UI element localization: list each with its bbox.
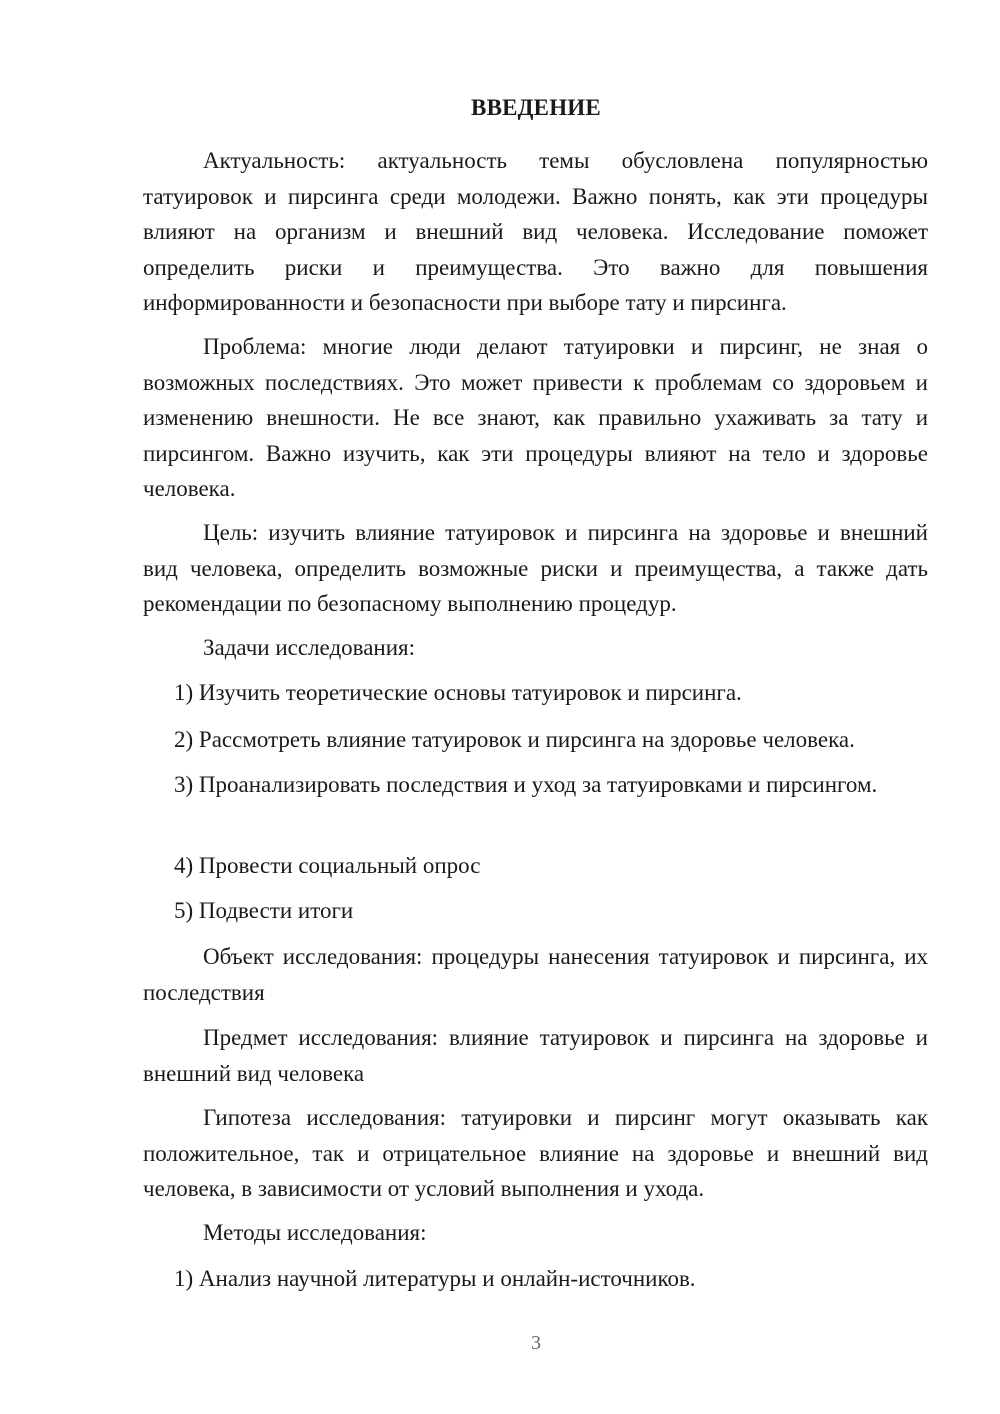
paragraph-hypothesis: Гипотеза исследования: татуировки и пирсинг могут оказывать как положительное, так и отрицательное влияние на здоровье и внешний вид человека, в зависимости от условий выполнения и ухода. (143, 1105, 928, 1201)
paragraph-relevance: Актуальность: актуальность темы обусловлена популярностью татуировок и пирсинга среди молодежи. Важно понять, как эти процедуры влияют на организм и внешний вид человека. Исследование поможет определить риски и преимущества. Это важно для повышения информированности и безопасности при выборе тату и пирсинга. (143, 148, 928, 315)
paragraph-object: Объект исследования: процедуры нанесения татуировок и пирсинга, их последствия (143, 944, 928, 1005)
paragraph-subject: Предмет исследования: влияние татуировок и пирсинга на здоровье и внешний вид человека (143, 1025, 928, 1086)
paragraph-problem: Проблема: многие люди делают татуировки и пирсинг, не зная о возможных последствиях. Это может привести к проблемам со здоровьем и изменению внешности. Не все знают, как правильно ухаживать за тату и пирсингом. Важно изучить, как эти процедуры влияют на тело и здоровье человека. (143, 334, 928, 501)
method-item-1: 1) Анализ научной литературы и онлайн-источников. (174, 1266, 696, 1291)
tasks-heading: Задачи исследования: (203, 635, 416, 660)
paragraph-goal: Цель: изучить влияние татуировок и пирсинга на здоровье и внешний вид человека, определить возможные риски и преимущества, а также дать рекомендации по безопасному выполнению процедур. (143, 520, 928, 616)
task-item-3: 3) Проанализировать последствия и уход за татуировками и пирсингом. (174, 772, 878, 797)
page-number: 3 (531, 1332, 541, 1354)
task-item-4: 4) Провести социальный опрос (174, 853, 481, 878)
section-heading: ВВЕДЕНИЕ (471, 95, 601, 120)
task-item-1: 1) Изучить теоретические основы татуировок и пирсинга. (174, 680, 742, 705)
task-item-5: 5) Подвести итоги (174, 898, 354, 923)
task-item-2: 2) Рассмотреть влияние татуировок и пирсинга на здоровье человека. (174, 727, 855, 752)
methods-heading: Методы исследования: (203, 1220, 427, 1245)
